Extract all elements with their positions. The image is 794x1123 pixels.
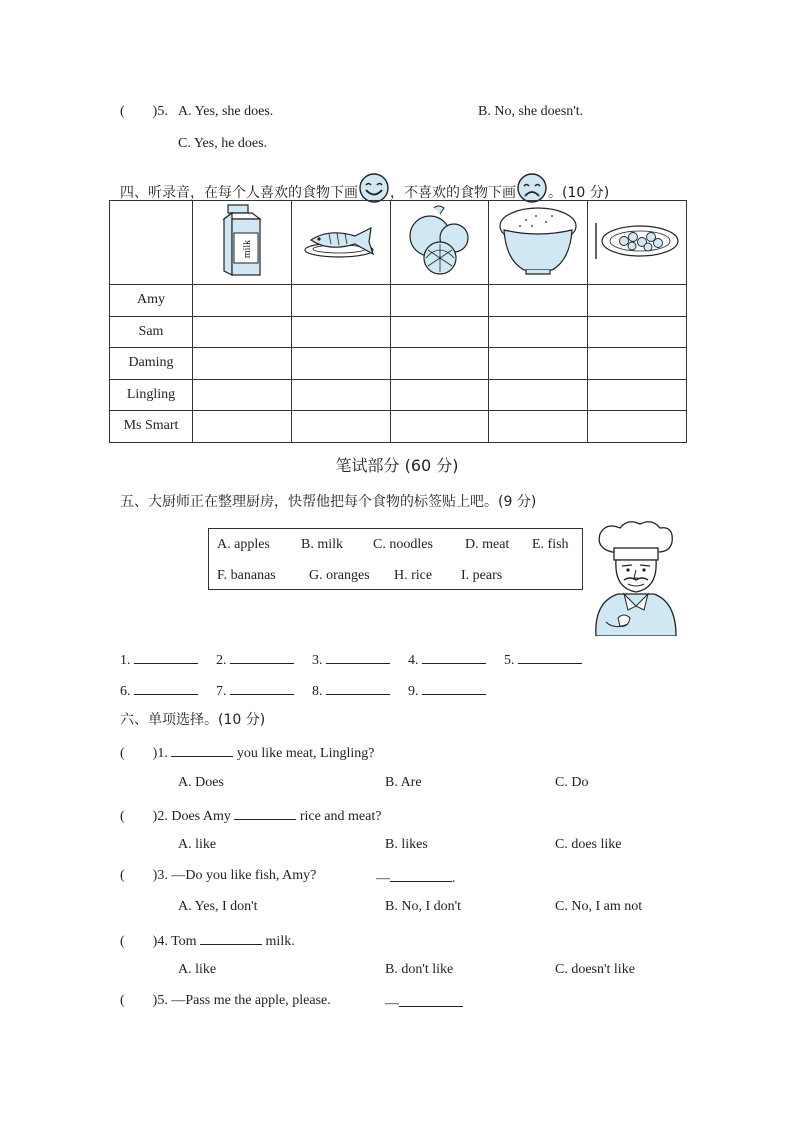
milk-label: milk [242, 239, 253, 259]
answer-blank[interactable] [390, 867, 452, 882]
blank-number: 2. [216, 653, 227, 668]
answer-cell[interactable] [588, 411, 687, 443]
answer-blank[interactable] [399, 992, 463, 1007]
section-6-title: 六、单项选择。(10 分) [120, 712, 266, 728]
question-text: rice and meat? [299, 809, 382, 824]
word-item: I. pears [461, 568, 503, 583]
blank-line [326, 649, 390, 664]
blank-line [230, 649, 294, 664]
mc-option-c[interactable]: C. doesn't like [555, 962, 635, 977]
question-number: ( )4. [120, 934, 168, 949]
question-number: ( )1. [120, 746, 168, 761]
question-text: Tom [171, 934, 197, 949]
mc-option-c[interactable]: C. No, I am not [555, 899, 643, 914]
mc-option-a[interactable]: A. like [178, 962, 217, 977]
mc-option-c[interactable]: C. Do [555, 775, 589, 790]
mc-option-a[interactable]: A. Yes, I don't [178, 899, 258, 914]
table-row [110, 316, 687, 348]
answer-blank[interactable] [171, 742, 233, 757]
section-4-text-before: 四、听录音，在每个人喜欢的食物下画 [120, 185, 358, 201]
word-item: D. meat [465, 537, 510, 552]
mc-option-c[interactable]: C. does like [555, 837, 622, 852]
mc-question-3 [120, 867, 316, 885]
table-row [110, 411, 687, 443]
rice-icon [496, 202, 580, 278]
question-text: you like meat, Lingling? [236, 746, 375, 761]
answer-cell[interactable] [391, 348, 489, 380]
mc-option-a[interactable]: A. Does [178, 775, 224, 790]
answer-blank[interactable] [234, 805, 296, 820]
person-name: Amy [110, 285, 193, 317]
section-5-title: 五、大厨师正在整理厨房，快帮他把每个食物的标签贴上吧。(9 分) [120, 494, 537, 510]
answer-cell[interactable] [193, 379, 292, 411]
answer-blank-7[interactable] [216, 680, 294, 701]
word-item: H. rice [394, 568, 433, 583]
answer-blank-3[interactable] [312, 649, 390, 670]
question-number: ( )5. [120, 993, 168, 1008]
mc-question-3-reply: — . [376, 867, 456, 888]
question-text: — [376, 871, 390, 886]
fish-cell [292, 201, 391, 285]
answer-blank-4[interactable] [408, 649, 486, 670]
answer-cell[interactable] [193, 316, 292, 348]
answer-cell[interactable] [588, 379, 687, 411]
written-part-title: 笔试部分 (60 分) [335, 456, 459, 475]
table-corner-cell [110, 201, 193, 285]
mc-option-b[interactable]: B. don't like [385, 962, 454, 977]
blank-number: 7. [216, 684, 227, 699]
rice-cell [489, 201, 588, 285]
mc-option-b[interactable]: B. No, I don't [385, 899, 462, 914]
answer-cell[interactable] [489, 379, 588, 411]
blank-line [422, 680, 486, 695]
blank-number: 3. [312, 653, 323, 668]
section-4-text-middle: ，不喜欢的食物下画 [390, 185, 516, 201]
question-text: —Pass me the apple, please. [171, 993, 331, 1008]
blank-number: 9. [408, 684, 419, 699]
milk-cell [193, 201, 292, 285]
section-4-text-after: 。(10 分) [548, 185, 610, 201]
option-a: A. Yes, she does. [178, 104, 274, 119]
table-row [110, 348, 687, 380]
answer-cell[interactable] [292, 316, 391, 348]
word-bank-box [208, 528, 583, 590]
table-header-row [110, 201, 687, 285]
answer-cell[interactable] [292, 348, 391, 380]
milk-icon [212, 201, 272, 279]
answer-cell[interactable] [193, 411, 292, 443]
person-name: Daming [110, 348, 193, 380]
mc-option-a[interactable]: A. like [178, 837, 217, 852]
answer-cell[interactable] [292, 285, 391, 317]
answer-cell[interactable] [489, 411, 588, 443]
question-text: — [385, 996, 399, 1011]
food-preference-table [109, 200, 687, 443]
answer-cell[interactable] [391, 285, 489, 317]
blank-line [518, 649, 582, 664]
word-item: G. oranges [309, 568, 370, 583]
chef-illustration [588, 518, 680, 636]
answer-blank-5[interactable] [504, 649, 582, 670]
question-5-number: ( )5. [120, 104, 168, 119]
person-name: Ms Smart [110, 411, 193, 443]
question-number: ( )3. [120, 868, 168, 883]
answer-blank-1[interactable] [120, 649, 198, 670]
mc-option-b[interactable]: B. Are [385, 775, 422, 790]
blank-line [422, 649, 486, 664]
answer-cell[interactable] [391, 411, 489, 443]
mc-question-2 [120, 805, 381, 826]
meat-icon [592, 217, 682, 263]
question-text: —Do you like fish, Amy? [171, 868, 317, 883]
option-b: B. No, she doesn't. [478, 104, 584, 119]
answer-cell[interactable] [588, 348, 687, 380]
word-item: B. milk [301, 537, 344, 552]
blank-line [134, 680, 198, 695]
table-row [110, 285, 687, 317]
answer-cell[interactable] [489, 348, 588, 380]
mc-question-5 [120, 992, 331, 1010]
blank-number: 6. [120, 684, 131, 699]
mc-question-5-reply [385, 992, 463, 1013]
table-row [110, 379, 687, 411]
person-name: Lingling [110, 379, 193, 411]
answer-cell[interactable] [292, 411, 391, 443]
word-item: E. fish [532, 537, 569, 552]
answer-cell[interactable] [588, 316, 687, 348]
blank-line [326, 680, 390, 695]
answer-cell[interactable] [193, 285, 292, 317]
person-name: Sam [110, 316, 193, 348]
meat-cell [588, 201, 687, 285]
blank-number: 1. [120, 653, 131, 668]
answer-blank-2[interactable] [216, 649, 294, 670]
mc-option-b[interactable]: B. likes [385, 837, 428, 852]
blank-number: 5. [504, 653, 515, 668]
word-item: A. apples [217, 537, 270, 552]
answer-cell[interactable] [391, 379, 489, 411]
answer-blank-6[interactable] [120, 680, 198, 701]
answer-cell[interactable] [391, 316, 489, 348]
answer-cell[interactable] [292, 379, 391, 411]
answer-cell[interactable] [489, 316, 588, 348]
fish-icon [299, 220, 383, 260]
word-item: C. noodles [373, 537, 433, 552]
word-item: F. bananas [217, 568, 276, 583]
mc-question-1 [120, 742, 374, 763]
question-text: milk. [265, 934, 295, 949]
answer-blank[interactable] [200, 930, 262, 945]
answer-blank-8[interactable] [312, 680, 390, 701]
answer-cell[interactable] [489, 285, 588, 317]
answer-blank-9[interactable] [408, 680, 486, 701]
question-number: ( )2. [120, 809, 168, 824]
option-c: C. Yes, he does. [178, 136, 268, 151]
blank-line [134, 649, 198, 664]
question-text: Does Amy [171, 809, 231, 824]
oranges-cell [391, 201, 489, 285]
blank-line [230, 680, 294, 695]
blank-number: 8. [312, 684, 323, 699]
oranges-icon [400, 202, 480, 278]
answer-cell[interactable] [193, 348, 292, 380]
blank-number: 4. [408, 653, 419, 668]
mc-question-4 [120, 930, 295, 951]
answer-cell[interactable] [588, 285, 687, 317]
